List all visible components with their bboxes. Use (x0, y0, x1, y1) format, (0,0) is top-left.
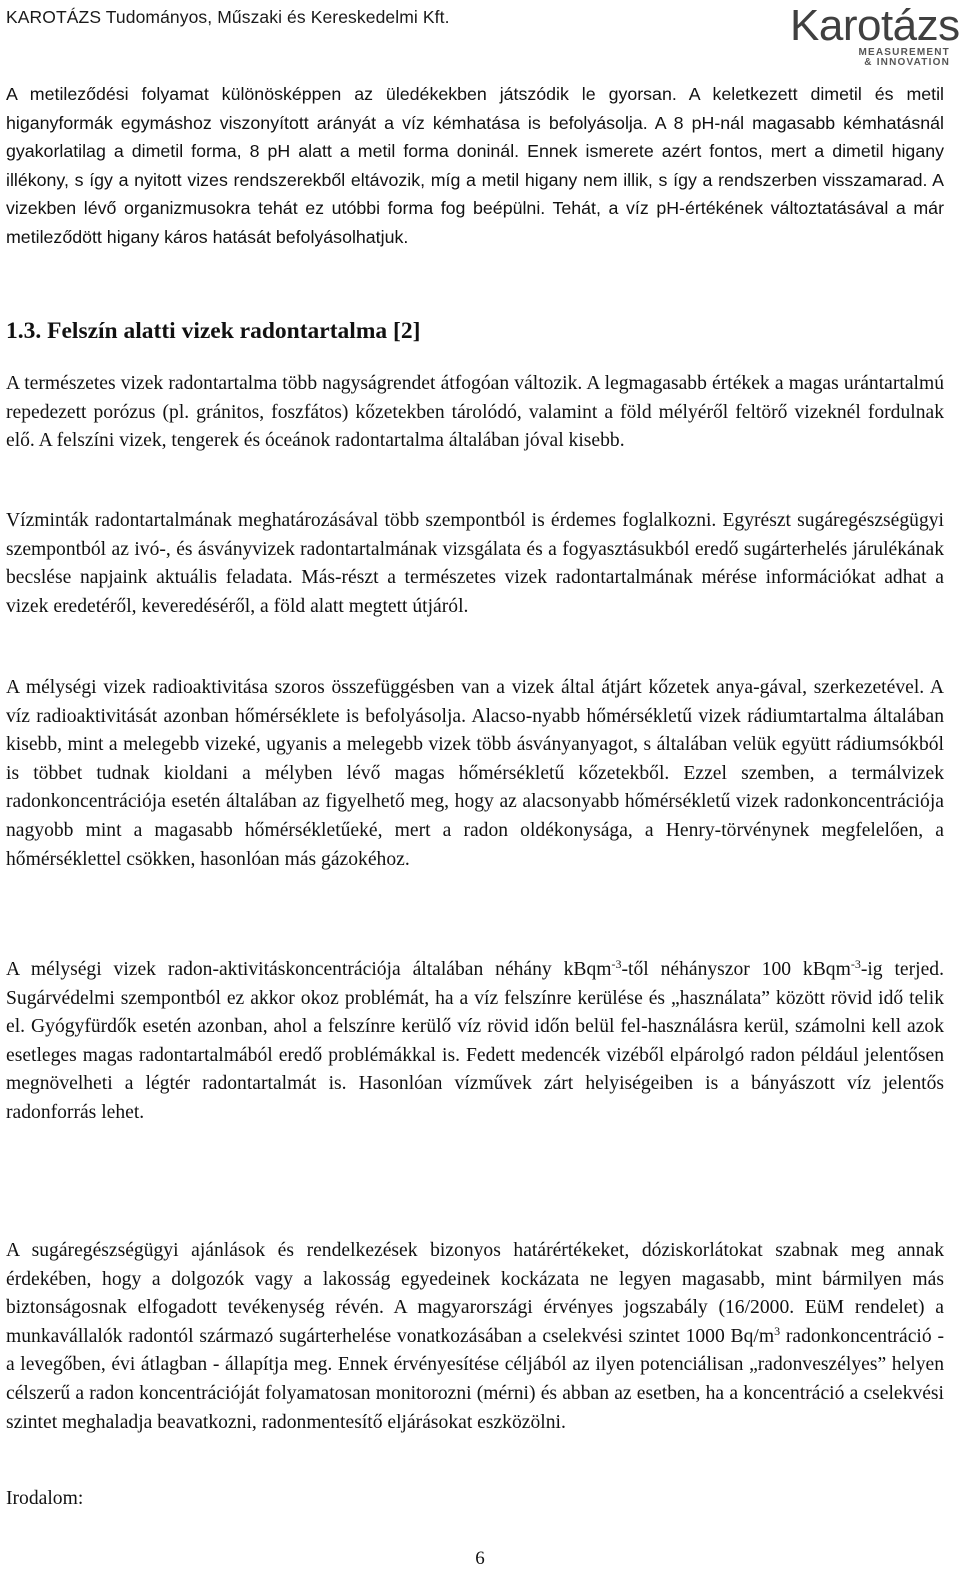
superscript-3: 3 (774, 1323, 781, 1338)
superscript-minus-3-b: -3 (850, 957, 861, 971)
page-header (0, 0, 960, 74)
regulations-text-b: radonkoncentráció - a levegőben, évi átlagban - állapítja meg. Ennek érvényesítése céljából az ilyen potenciálisan „radonveszélyes” helyen célszerű a radon koncentrációját folyamatosan monitorozni (mérni) és abban az esetben, ha a koncentráció a cselekvési szintet meghaladja beavatkozni, radonmentesítő eljárásokat eszközölni. (6, 1325, 944, 1433)
logo-tagline-2: & INNOVATION (864, 57, 950, 68)
paragraph-natural-waters: A természetes vizek radontartalma több nagyságrendet átfogóan változik. A legmagasabb értékek a magas urántartalmú repedezett porózus (pl. gránitos, foszfátos) kőzetekben tárolódó, valamint a föld mélyéről feltörő vizeknél fordulnak elő. A felszíni vizek, tengerek és óceánok radontartalma általában jóval kisebb. (6, 373, 944, 452)
page-number: 6 (475, 1548, 485, 1569)
section-heading: 1.3. Felszín alatti vizek radontartalma [2] (6, 318, 421, 344)
logo-tagline-1: MEASUREMENT (858, 47, 950, 58)
paragraph-regulations (6, 1237, 944, 1437)
company-name: KAROTÁZS Tudományos, Műszaki és Kereskedelmi Kft. (6, 7, 450, 27)
paragraph-methylation: A metileződési folyamat különösképpen az üledékekben játszódik le gyorsan. A keletkezett dimetil és metil higanyformák egymáshoz viszonyított arányát a víz kémhatása is befolyásolja. A 8 pH-nál magasabb kémhatásnál gyakorlatilag a dimetil forma, 8 pH alatt a metil forma doninál. Ennek ismerete azért fontos, mert a dimetil higany illékony, s így a nyitott vizes rendszerekből eltávozik, míg a metil higany nem illik, s így a rendszerben visszamarad. A vizekben lévő organizmusokra tehát ez utóbbi forma fog beépülni. Tehát, a víz pH-értékének változtatásával a már metileződött higany káros hatását befolyásolhatjuk. (6, 84, 944, 247)
radon-activity-text-b: -től néhányszor 100 kBqm (621, 959, 851, 980)
radon-activity-text-c: -ig terjed. Sugárvédelmi szempontból ez akkor okoz problémát, ha a víz felszínre kerülése és „használata” között rövid idő telik el. Gyógyfürdők esetén azonban, ahol a felszínre kerülő víz rövid időn belül fel-használásra kerül, számolni kell azok esetleges magas radontartalmából eredő problémákkal is. Fedett medencék vizéből elpárolgó radon például jelentősen megnövelheti a légtér radontartalmát is. Hasonlóan vízművek zárt helyiségeiben is a bányászott víz jelentős radonforrás lehet. (6, 959, 944, 1123)
paragraph-deep-waters-radioactivity: A mélységi vizek radioaktivitása szoros összefüggésben van a vizek által átjárt kőzetek anya-gával, szerkezetével. A víz radioaktivitását azonban hőmérséklete is befolyásolja. Alacso-nyabb hőmérsékletű vizek rádiumtartalma általában kisebb, mint a melegebb vizeké, ugyanis a melegebb vizek több ásványanyagot, s általában velük együtt rádiumsókból is többet tudnak kioldani a mélyben lévő magas hőmérsékletű kőzetekből. Ezzel szemben, a termálvizek radonkoncentrációja esetén általában az figyelhető meg, hogy az alacsonyabb hőmérsékletű vizek radonkoncentrációja nagyobb mint a magasabb hőmérsékletűeké, mert a radon oldékonysága, a Henry-törvénynek megfelelően, a hőmérséklettel csökken, hasonlóan más gázokéhoz. (6, 677, 944, 870)
radon-activity-text-a: A mélységi vizek radon-aktivitáskoncentrációja általában néhány kBqm (6, 959, 612, 980)
karotazs-logo (790, 1, 960, 68)
paragraph-radon-activity (6, 956, 944, 1128)
paragraph-water-samples: Vízminták radontartalmának meghatározásával több szempontból is érdemes foglalkozni. Egyrészt sugáregészségügyi szempontból az ivó-, és ásványvizek radontartalmának vizsgálata és a fogyasztásukból eredő sugárterhelés járulékának becslése napjaink aktuális feladata. Más-részt a természetes vizek radontartalmának mérése információkat adhat a vizek eredetéről, keveredéséről, a föld alatt megtett útjáról. (6, 510, 944, 617)
regulations-text-a: A sugáregészségügyi ajánlások és rendelkezések bizonyos határértékeket, dóziskorlátokat szabnak meg annak érdekében, hogy a dolgozók vagy a lakosság egyedeinek kockázata ne legyen magasabb, mint bármilyen más biztonságosnak elfogadott tevékenység révén. A magyarországi érvényes jogszabály (16/2000. EüM rendelet) a munkavállalók radontól származó sugárterhelése vonatkozásában a cselekvési szintet 1000 Bq/m (6, 1240, 944, 1347)
references-label: Irodalom: (6, 1488, 84, 1509)
superscript-minus-3-a: -3 (611, 957, 622, 971)
logo-wordmark: Karotázs (790, 1, 960, 50)
